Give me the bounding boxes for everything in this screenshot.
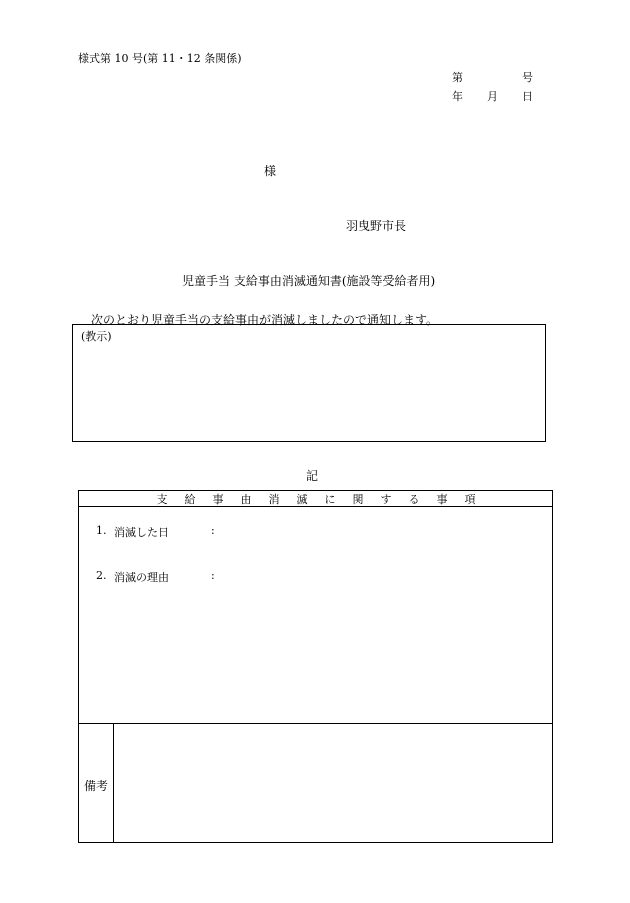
ki-label: 記	[306, 469, 319, 483]
doc-number-go: 号	[522, 71, 533, 84]
date-day: 日	[522, 90, 533, 103]
document-title: 児童手当 支給事由消滅通知書(施設等受給者用)	[182, 274, 436, 288]
item-2-colon: :	[211, 569, 215, 582]
sender: 羽曳野市長	[346, 219, 407, 233]
item-1-colon: :	[211, 524, 215, 537]
instruction-label: (教示)	[81, 330, 112, 343]
item-1-number: 1.	[96, 524, 107, 537]
date-month: 月	[487, 90, 498, 103]
remarks-label: 備考	[84, 779, 109, 793]
item-1-label: 消滅した日	[114, 526, 169, 539]
remarks-column-divider	[113, 723, 114, 843]
section-heading: 支給事由消滅に関する事項	[156, 492, 493, 506]
form-number: 様式第 10 号(第 11・12 条関係)	[78, 52, 242, 65]
intro-text: 次のとおり児童手当の支給事由が消滅しましたので通知します。	[91, 313, 439, 327]
date-year: 年	[452, 90, 463, 103]
details-table	[78, 490, 553, 843]
addressee-suffix: 様	[264, 164, 277, 178]
doc-number-dai: 第	[452, 71, 463, 84]
item-2-number: 2.	[96, 569, 107, 582]
instruction-box	[72, 324, 546, 442]
item-2-label: 消滅の理由	[114, 571, 169, 584]
remarks-divider	[78, 723, 553, 724]
